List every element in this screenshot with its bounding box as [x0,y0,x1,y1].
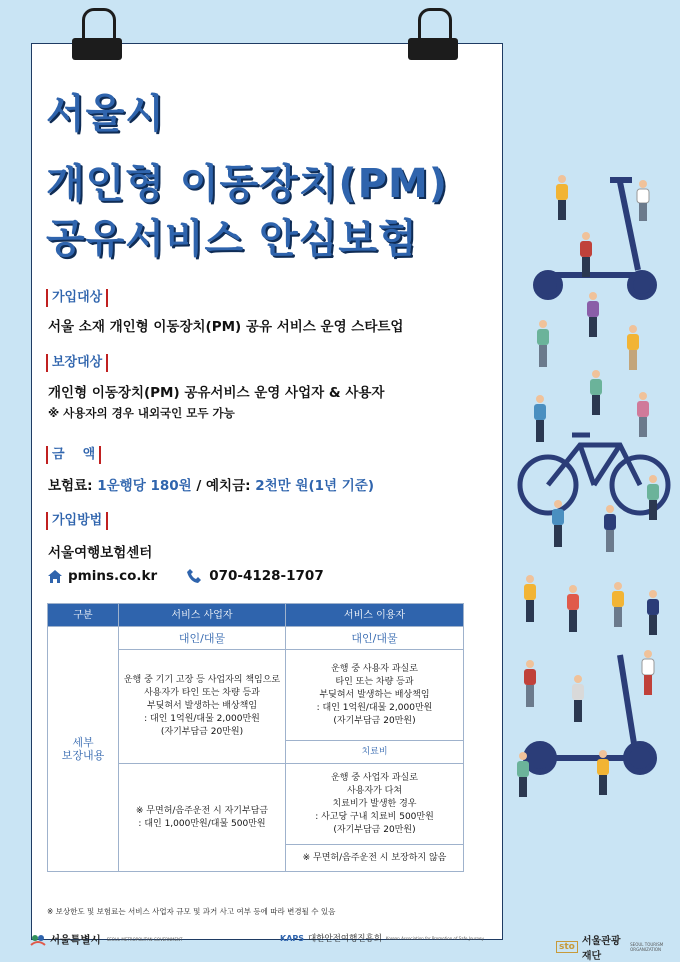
user-dui-note: ※ 무면허/음주운전 시 보장하지 않음 [286,845,464,872]
premium-value: 1운행당 180원 [97,478,192,494]
provider-dui-note: ※ 무면허/음주운전 시 자기부담금 : 대인 1,000만원/대물 500만원 [119,764,286,872]
coverage-target-tag: 보장대상 [46,354,108,372]
seoul-symbol-icon [30,933,46,947]
user-medical: 운행 중 사업자 과실로 사용자가 다쳐 치료비가 발생한 경우 : 사고당 구내 치료비 500만원 (자기부담금 20만원) [286,764,464,845]
seoul-city-name: 서울특별시 [50,934,101,946]
kaps-subtitle: Korean Association for Promotion of Safe Journey [385,935,484,941]
premium-label: 보험료: [48,478,98,494]
insurance-center-name: 서울여행보험센터 [48,545,153,561]
user-sub-header: 대인/대물 [286,627,464,650]
seoul-city-subtitle: SEOUL METROPOLITAN GOVERNMENT [106,937,183,942]
sto-logo [556,932,680,962]
amount-line [48,474,374,494]
kaps-logo [280,932,484,944]
sto-name: 서울관광재단 [581,936,621,962]
coverage-target-note: ※ 사용자의 경우 내외국인 모두 가능 [48,406,235,420]
bicycle-illustration [520,435,668,513]
contact-line [48,568,324,584]
kick-scooter-illustration-bottom [526,655,654,772]
kaps-abbr: KAPS [280,933,305,943]
user-medical-sub-header: 치료비 [286,741,464,764]
join-target-tag: 가입대상 [46,289,108,307]
coverage-target-text: 개인형 이동장치(PM) 공유서비스 운영 사업자 & 사용자 [48,385,385,401]
amount-separator: / [191,478,207,494]
phone-icon [187,569,201,583]
row-label-details: 세부 보장내용 [48,627,119,872]
footnote: ※ 보상한도 및 보험료는 서비스 사업자 규모 및 과거 사고 여부 등에 따라 변경될 수 있음 [47,907,336,916]
deposit-label: 예치금: [206,478,256,494]
header-category: 구분 [48,604,119,627]
kaps-name: 대한안전여행진흥회 [308,934,382,944]
deposit-value: 2천만 원(1년 기준) [255,478,375,494]
kick-scooter-illustration [536,180,654,297]
provider-liability: 운행 중 기기 고장 등 사업자의 책임으로 사용자가 타인 또는 차량 등과 부딪혀서 발생하는 배상책임 : 대인 1억원/대물 2,000만원 (자기부담금 20만원) [119,650,286,764]
header-user: 서비스 이용자 [286,604,464,627]
sto-subtitle: SEOUL TOURISM ORGANIZATION [630,942,664,952]
binder-clip-right [408,8,458,62]
title-line-3: 공유서비스 안심보험 [46,216,418,262]
poster-paper [31,43,503,940]
provider-sub-header: 대인/대물 [119,627,286,650]
mobility-illustration [510,170,680,850]
website-link[interactable]: pmins.co.kr [68,568,158,584]
join-target-text: 서울 소재 개인형 이동장치(PM) 공유 서비스 운영 스타트업 [48,319,404,335]
home-icon [48,570,62,583]
join-method-tag: 가입방법 [46,512,108,530]
binder-clip-left [72,8,122,62]
user-liability: 운행 중 사용자 과실로 타인 또는 차량 등과 부딪혀서 발생하는 배상책임 : 대인 1억원/대물 2,000만원 (자기부담금 20만원) [286,650,464,741]
title-line-2: 개인형 이동장치(PM) [46,161,449,207]
sto-abbr: sto [556,941,578,953]
amount-tag: 금 액 [46,446,101,464]
coverage-table [47,603,464,872]
title-line-1: 서울시 [46,91,165,137]
phone-number[interactable]: 070-4128-1707 [209,568,324,584]
seoul-city-logo [30,932,182,947]
header-provider: 서비스 사업자 [119,604,286,627]
